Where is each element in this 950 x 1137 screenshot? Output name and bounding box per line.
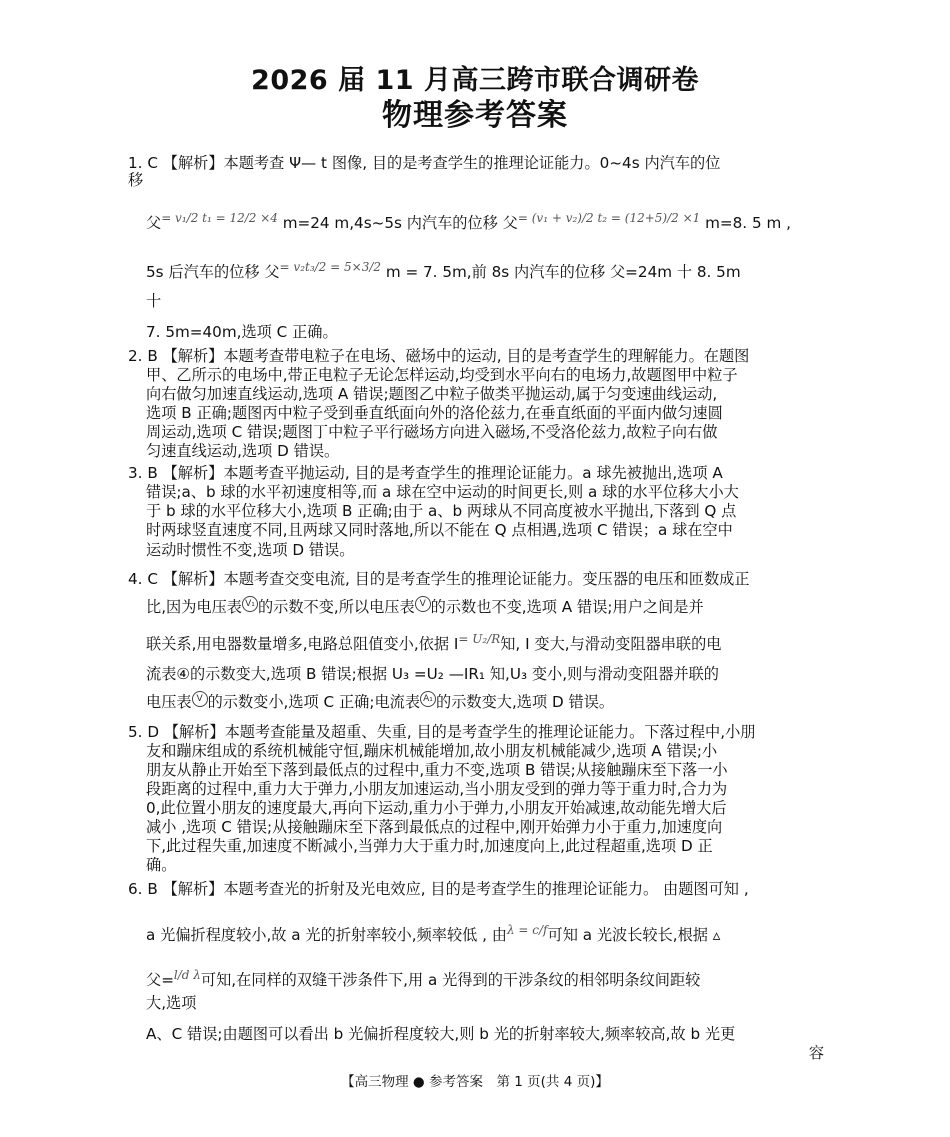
voltmeter-v-icon: V xyxy=(192,691,208,707)
answer-4-text: 的示数变小,选项 C 正确;电流表 xyxy=(207,693,421,711)
page-title: 物理参考答案 xyxy=(382,98,568,133)
answer-1-line-4 xyxy=(146,259,741,283)
answer-1-line-1: 1. C 【解析】本题考查 Ψ— t 图像, 目的是考查学生的推理论证能力。0~4s 内汽车的位 xyxy=(128,154,721,172)
answer-6-line-2 xyxy=(146,922,721,946)
answer-5-line: 确。 xyxy=(146,856,177,874)
formula-displacement-3: = v₂t₃/2 = 5×3/2 xyxy=(279,259,382,274)
ammeter-a1-icon: A₁ xyxy=(420,691,436,707)
answer-3-line: 运动时惯性不变,选项 D 错误。 xyxy=(146,541,355,559)
voltmeter-v-icon: V xyxy=(415,596,431,612)
answer-1-line-2: 移 xyxy=(128,171,144,189)
answer-3-line: 3. B 【解析】本题考查平抛运动, 目的是考查学生的推理论证能力。a 球先被抛出,选项 A xyxy=(128,464,723,482)
answer-1-text: m=8. 5 m , xyxy=(700,214,791,232)
answer-2-line: 向右做匀加速直线运动,选项 A 错误;题图乙中粒子做类平抛运动,属于匀变速曲线运动, xyxy=(146,385,718,403)
answer-6-line-3 xyxy=(146,967,701,991)
answer-4-line-1: 4. C 【解析】本题考查交变电流, 目的是考查学生的推理论证能力。变压器的电压和匝数成正 xyxy=(128,570,750,588)
answer-1-text: m=24 m,4s~5s 内汽车的位移 父 xyxy=(277,214,518,232)
answer-4-text: 的示数变大,选项 D 错误。 xyxy=(436,693,615,711)
answer-3-line: 时两球竖直速度不同,且两球又同时落地,所以不能在 Q 点相遇,选项 C 错误；a 球在空中 xyxy=(146,521,733,539)
answer-3-line: 错误;a、b 球的水平初速度相等,而 a 球在空中运动的时间更长,则 a 球的水平位移大小大 xyxy=(146,483,739,501)
answer-5-line: 下,此过程失重,加速度不断减小,当弹力大于重力时,加速度向上,此过程超重,选项 D 正 xyxy=(146,837,713,855)
answer-6-line-1: 6. B 【解析】本题考查光的折射及光电效应, 目的是考查学生的推理论证能力。 由题图可知 , xyxy=(128,880,749,898)
answer-4-text: 的示数不变,所以电压表 xyxy=(257,598,415,616)
page-footer: 【高三物理 ● 参考答案 第 1 页(共 4 页)】 xyxy=(341,1074,609,1090)
answer-6-line-5: A、C 错误;由题图可以看出 b 光偏折程度较大,则 b 光的折射率较大,频率较高,故 b 光更 xyxy=(146,1025,736,1043)
answer-4-line-3 xyxy=(146,631,722,655)
formula-displacement-2: = (v₁ + v₂)/2 t₂ = (12+5)/2 ×1 xyxy=(517,210,701,225)
formula-wavelength: λ = c/f xyxy=(507,922,548,937)
answer-2-line: 匀速直线运动,选项 D 错误。 xyxy=(146,442,340,460)
answer-4-line-5 xyxy=(146,692,614,712)
formula-current: = U₂/R xyxy=(458,631,501,646)
answer-6-text: a 光偏折程度较小,故 a 光的折射率较小,频率较低 , 由 xyxy=(146,926,507,944)
answer-4-text: 比,因为电压表 xyxy=(146,598,242,616)
answer-5-line: 友和蹦床组成的系统机械能守恒,蹦床机械能增加,故小朋友机械能减少,选项 A 错误;小 xyxy=(146,742,718,760)
voltmeter-v1-icon: V₁ xyxy=(242,596,258,612)
answer-1-line-3 xyxy=(146,210,791,234)
answer-2-line: 周运动,选项 C 错误;题图丁中粒子平行磁场方向进入磁场,不受洛伦兹力,故粒子向右做 xyxy=(146,423,718,441)
answer-2-line: 选项 B 正确;题图丙中粒子受到垂直纸面向外的洛伦兹力,在垂直纸面的平面内做匀速圆 xyxy=(146,404,723,422)
answer-4-text: 电压表 xyxy=(146,693,192,711)
answer-6-line-4: 大,选项 xyxy=(146,994,197,1012)
answer-6-text: 父= xyxy=(146,971,174,989)
answer-5-line: 减小 ,选项 C 错误;从接触蹦床至下落到最低点的过程中,刚开始弹力小于重力,加速度向 xyxy=(146,818,723,836)
answer-1-line-5: 十 xyxy=(146,292,162,310)
formula-displacement-1: = v₁/2 t₁ = 12/2 ×4 xyxy=(161,210,278,225)
answer-2-line: 2. B 【解析】本题考查带电粒子在电场、磁场中的运动, 目的是考查学生的理解能力。在题图 xyxy=(128,347,750,365)
answer-3-line: 于 b 球的水平位移大小,选项 B 正确;由于 a、b 两球从不同高度被水平抛出,下落到 Q 点 xyxy=(146,502,737,520)
answer-1-line-6: 7. 5m=40m,选项 C 正确。 xyxy=(146,323,338,341)
answer-4-text: 知, I 变大,与滑动变阻器串联的电 xyxy=(500,635,722,653)
formula-fringe-spacing: l/d λ xyxy=(173,967,201,982)
answer-6-text: 可知,在同样的双缝干涉条件下,用 a 光得到的干涉条纹的相邻明条纹间距较 xyxy=(200,971,701,989)
answer-5-line: 朋友从静止开始至下落到最低点的过程中,重力不变,选项 B 错误;从接触蹦床至下落一小 xyxy=(146,761,728,779)
answer-1-text: m = 7. 5m,前 8s 内汽车的位移 父=24m 十 8. 5m xyxy=(381,263,741,281)
answer-4-line-4: 流表④的示数变大,选项 B 错误;根据 U₃ =U₂ —IR₁ 知,U₃ 变小,则与滑动变阻器并联的 xyxy=(146,665,719,683)
answer-2-line: 甲、乙所示的电场中,带正电粒子无论怎样运动,均受到水平向右的电场力,故题图甲中粒子 xyxy=(146,366,738,384)
answer-5-line: 0,此位置小朋友的速度最大,再向下运动,重力小于弹力,小朋友开始减速,故动能先增大后 xyxy=(146,799,727,817)
answer-5-line: 5. D 【解析】本题考查能量及超重、失重, 目的是考查学生的推理论证能力。下落过程中,小朋 xyxy=(128,723,756,741)
answer-1-text: 5s 后汽车的位移 父 xyxy=(146,263,280,281)
answer-5-line: 段距离的过程中,重力大于弹力,小朋友加速运动,当小朋友受到的弹力等于重力时,合力为 xyxy=(146,780,728,798)
answer-6-line-6: 容 xyxy=(808,1044,824,1062)
answer-4-line-2 xyxy=(146,597,704,617)
exam-title: 2026 届 11 月高三跨市联合调研卷 xyxy=(251,65,699,96)
answer-6-text: 可知 a 光波长较长,根据 ▵ xyxy=(547,926,721,944)
answer-4-text: 联关系,用电器数量增多,电路总阻值变小,依据 I xyxy=(146,635,459,653)
answer-1-text: 父 xyxy=(146,214,162,232)
answer-4-text: 的示数也不变,选项 A 错误;用户之间是并 xyxy=(430,598,704,616)
